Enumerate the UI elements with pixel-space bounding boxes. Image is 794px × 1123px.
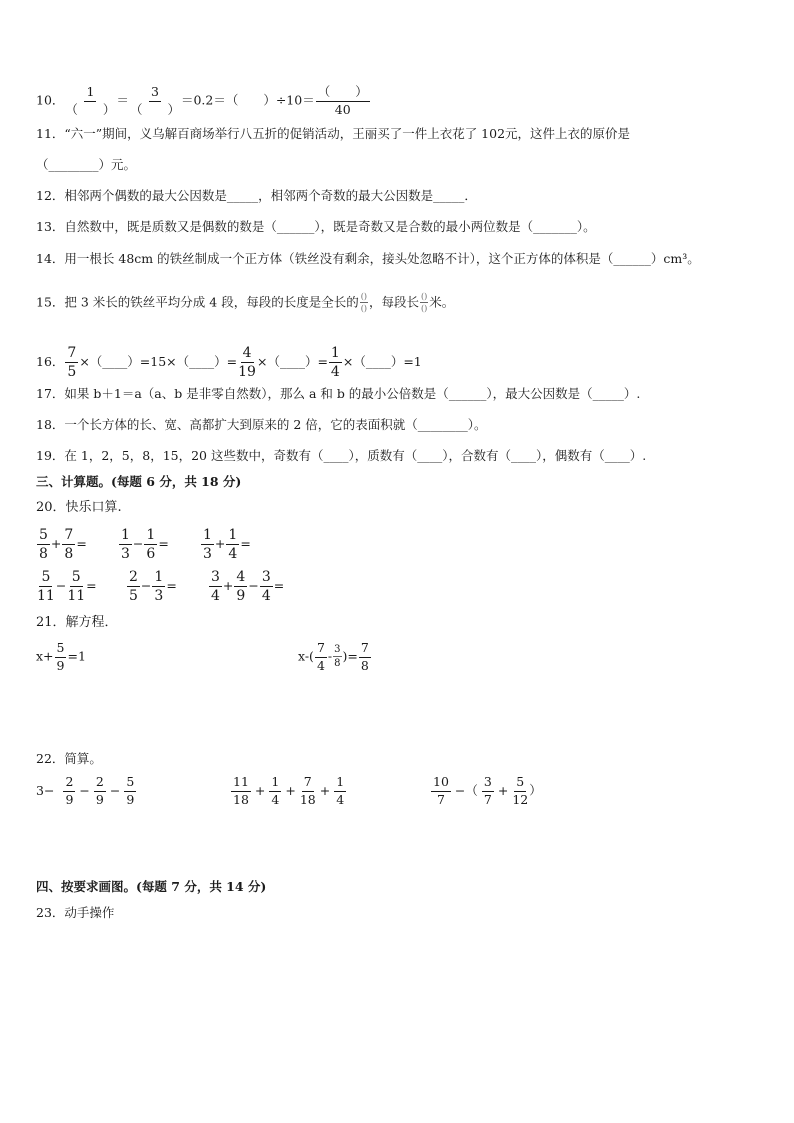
question-21-title: 21．解方程． bbox=[36, 615, 118, 630]
fraction: $\frac{1}{4}$ bbox=[330, 345, 340, 380]
calc-expression: $\frac{5}{11}$ − $\frac{5}{11}$ = bbox=[37, 569, 97, 604]
calc-expression: $\frac{2}{5}$ − $\frac{1}{3}$ = bbox=[129, 569, 177, 604]
calc-expression: $\frac{3}{4}$ + $\frac{4}{9}$ − $\frac{3}{4}$ = bbox=[211, 569, 285, 604]
calc-expression: $\frac{5}{8}$ + $\frac{7}{8}$ = bbox=[39, 527, 87, 562]
calc-expression: $\frac{1}{3}$ + $\frac{1}{4}$ = bbox=[203, 527, 251, 562]
question-23: 23．动手操作 bbox=[36, 905, 115, 920]
question-17: 17．如果 b＋1＝a（a、b 是非零自然数），那么 a 和 b 的最小公倍数是（______），最大公因数是（_____）. bbox=[36, 386, 641, 401]
fraction: $\frac{( )}{40}$ bbox=[317, 84, 368, 117]
fraction: $\frac{4}{19}$ bbox=[238, 345, 256, 380]
question-10: 10． $\frac{1}{( )}$ ＝ $\frac{3}{( )}$ ＝0.2＝（ ）÷10＝ $\frac{( )}{40}$ bbox=[36, 84, 368, 117]
question-20-title: 20．快乐口算. bbox=[36, 500, 122, 515]
simplify-expression-1: 3− $\frac{2}{9}$ − $\frac{2}{9}$ − $\frac{5}{9}$ bbox=[36, 774, 135, 807]
fraction: $\frac{3}{( )}$ bbox=[129, 84, 180, 117]
simplify-expression-3: $\frac{10}{7}$ −（ $\frac{3}{7}$ + $\frac{5}{12}$ ） bbox=[433, 774, 542, 807]
section-3-heading: 三、计算题。(每题 6 分，共 18 分) bbox=[36, 474, 242, 489]
question-13: 13．自然数中，既是质数又是偶数的数是（______），既是奇数又是合数的最小两位数是（_______）。 bbox=[36, 219, 596, 234]
simplify-expression-2: $\frac{11}{18}$ + $\frac{1}{4}$ + $\frac{7}{18}$ + $\frac{1}{4}$ bbox=[233, 774, 345, 807]
question-22-title: 22．简算。 bbox=[36, 751, 102, 766]
question-14: 14．用一根长 48cm 的铁丝制成一个正方体（铁丝没有剩余，接头处忽略不计），这个正方体的体积是（______）cm³。 bbox=[36, 251, 700, 266]
fraction: $\frac{7}{5}$ bbox=[67, 345, 77, 380]
section-4-heading: 四、按要求画图。(每题 7 分，共 14 分) bbox=[36, 879, 267, 894]
equation-1: x+ $\frac{5}{9}$ =1 bbox=[36, 640, 86, 673]
calc-expression: $\frac{1}{3}$ − $\frac{1}{6}$ = bbox=[121, 527, 169, 562]
question-19: 19．在 1，2，5，8，15，20 这些数中，奇数有（____），质数有（____），合数有（____），偶数有（____）. bbox=[36, 448, 647, 463]
question-16: 16． $\frac{7}{5}$ ×（____）=15×（____）= $\frac{4}{19}$ ×（____）= $\frac{1}{4}$ ×（____）=1 bbox=[36, 345, 422, 380]
question-11-line2: （________）元。 bbox=[36, 157, 137, 172]
equation-2: x-( $\frac{7}{4}$ - $\frac{3}{8}$ )= $\frac{7}{8}$ bbox=[298, 640, 369, 673]
question-15: 15．把 3 米长的铁丝平均分成 4 段，每段的长度是全长的 $\frac{()}{()}$ ，每段长 $\frac{()}{()}$ 米。 bbox=[36, 292, 455, 313]
question-18: 18．一个长方体的长、宽、高都扩大到原来的 2 倍，它的表面积就（________）。 bbox=[36, 417, 487, 432]
blank-fraction: $\frac{()}{()}$ bbox=[420, 292, 428, 313]
blank-fraction: $\frac{()}{()}$ bbox=[360, 292, 367, 313]
fraction: $\frac{1}{( )}$ bbox=[65, 84, 116, 117]
question-11-line1: 11．“六一”期间，义乌解百商场举行八五折的促销活动，王丽买了一件上衣花了 102元，这件上衣的原价是 bbox=[36, 126, 631, 141]
question-12: 12．相邻两个偶数的最大公因数是_____，相邻两个奇数的最大公因数是_____． bbox=[36, 188, 477, 203]
